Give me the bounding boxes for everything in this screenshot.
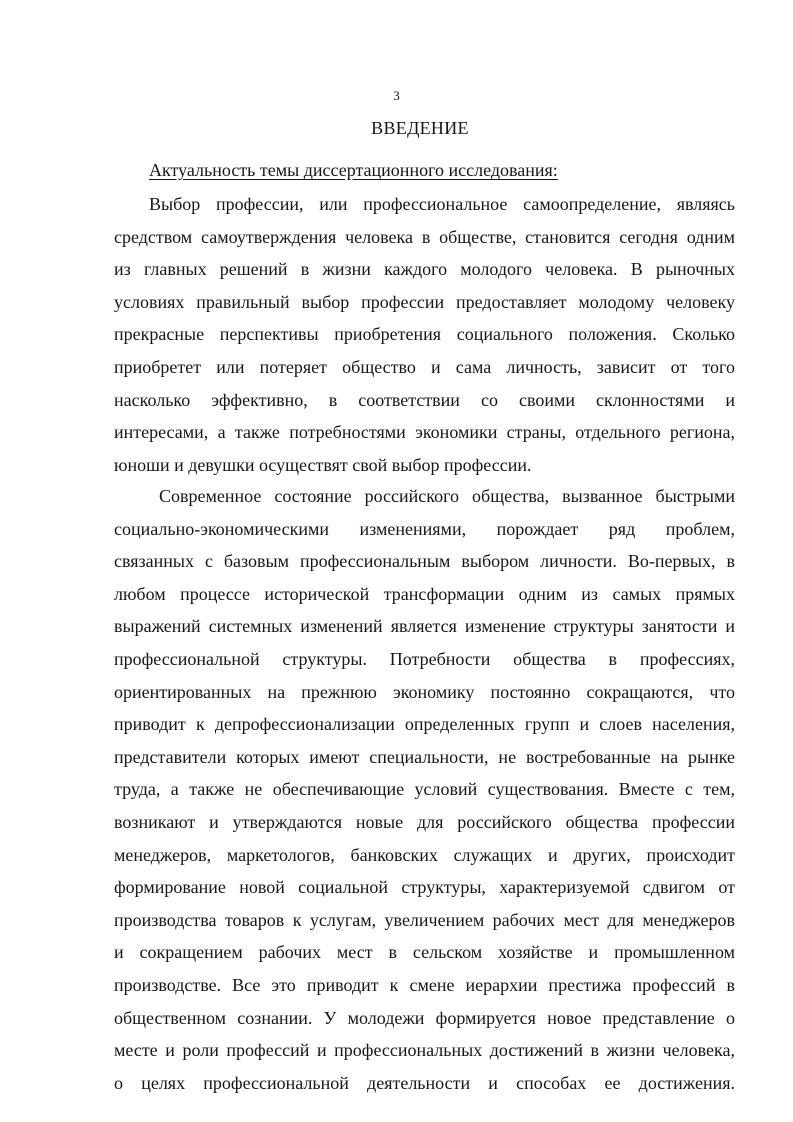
paragraph-2 [114,480,735,1099]
text-line: приобретет или потеряет общество и сама личность, зависит от того [114,356,735,377]
text-line: ориентированных на прежнюю экономику постоянно сокращаются, что [114,681,735,702]
text-line: прекрасные перспективы приобретения социального положения. Сколько [114,324,735,345]
text-line: профессиональной структуры. Потребности общества в профессиях, [114,648,735,669]
text-line: общественном сознании. У молодежи формируется новое представление о [114,1007,735,1028]
text-line: средством самоутверждения человека в обществе, становится сегодня одним [114,226,735,247]
text-line: производстве. Все это приводит к смене иерархии престижа профессий в [114,974,735,995]
text-line: связанных с базовым профессиональным выбором личности. Во-первых, в [114,551,735,572]
text-line: и сокращением рабочих мест в сельском хозяйстве и промышленном [114,942,735,963]
text-line: производства товаров к услугам, увеличением рабочих мест для менеджеров [114,909,735,930]
text-line: насколько эффективно, в соответствии со своими склонностями и [114,389,735,410]
text-line: труда, а также не обеспечивающие условий существования. Вместе с тем, [114,779,735,800]
section-subheading: Актуальность темы диссертационного исследования: [149,160,558,180]
text-line: интересами, а также потребностями экономики страны, отдельного региона, [114,422,735,443]
text-line: юноши и девушки осуществят свой выбор профессии. [114,454,532,475]
section-heading: ВВЕДЕНИЕ [371,118,469,138]
text-line: формирование новой социальной структуры, характеризуемой сдвигом от [114,877,735,898]
text-line: любом процессе исторической трансформации одним из самых прямых [114,583,735,604]
text-line: условиях правильный выбор профессии предоставляет молодому человеку [114,291,735,312]
text-line: представители которых имеют специальности, не востребованные на рынке [114,746,735,767]
text-line: из главных решений в жизни каждого молодого человека. В рыночных [114,259,735,280]
paragraph-1 [114,188,735,481]
text-line: менеджеров, маркетологов, банковских служащих и других, происходит [114,844,735,865]
text-line: приводит к депрофессионализации определенных групп и слоев населения, [114,714,735,735]
text-line: Современное состояние российского общества, вызванное быстрыми [159,486,735,506]
text-line: месте и роли профессий и профессиональных достижений в жизни человека, [114,1040,735,1061]
text-line: социально-экономическими изменениями, порождает ряд проблем, [114,518,735,539]
text-line: о целях профессиональной деятельности и способах ее достижения. [114,1072,735,1093]
text-line: выражений системных изменений является изменение структуры занятости и [114,616,735,637]
text-line: возникают и утверждаются новые для российского общества профессии [114,811,735,832]
page-number: 3 [393,88,400,103]
text-line: Выбор профессии, или профессиональное самоопределение, являясь [149,194,735,214]
